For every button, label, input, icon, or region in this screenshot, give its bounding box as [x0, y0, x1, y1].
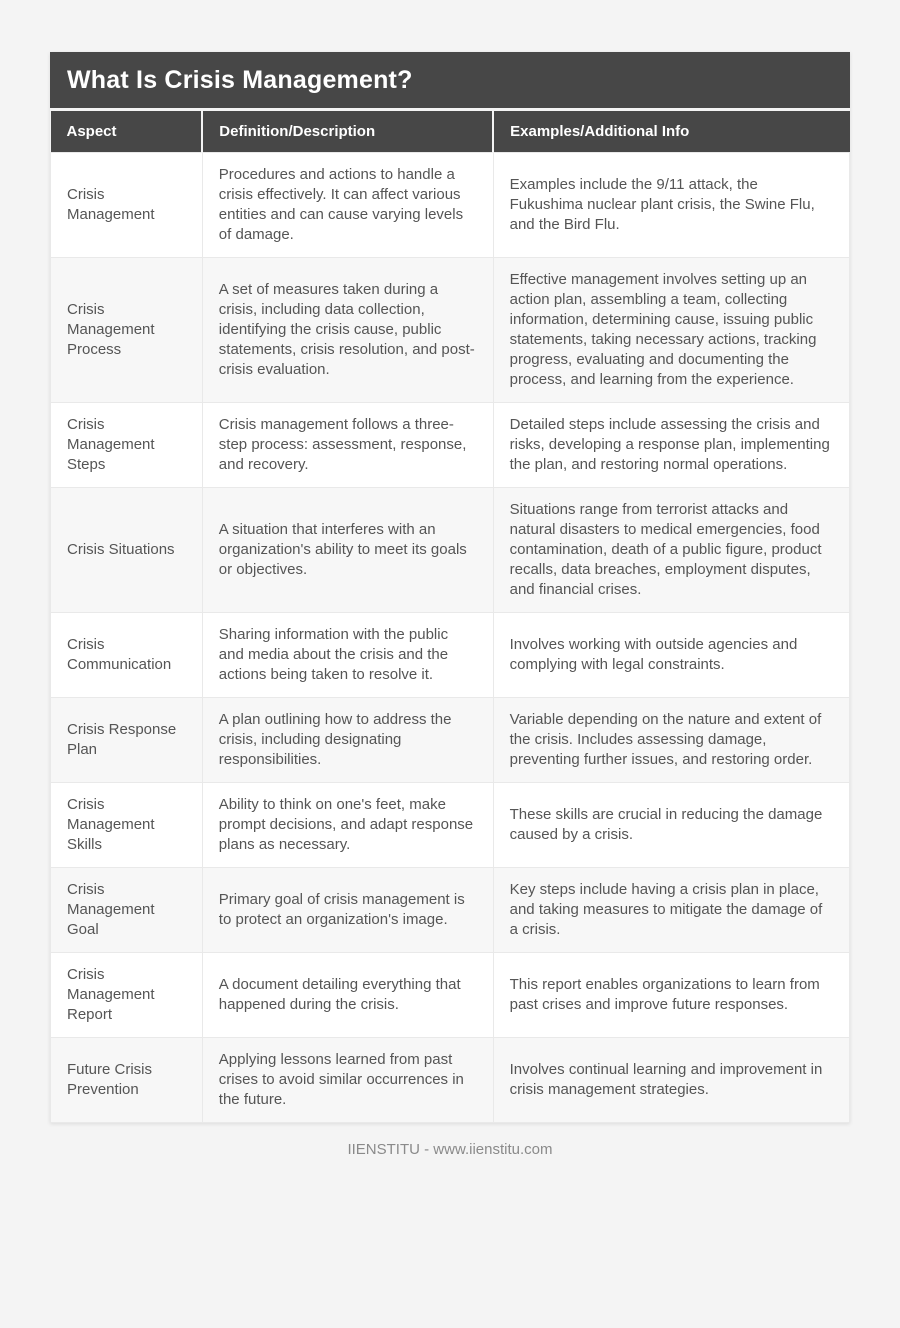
definition-cell: A plan outlining how to address the crisis, including designating responsibilities. — [202, 698, 493, 783]
examples-cell: This report enables organizations to learn from past crises and improve future responses. — [493, 953, 849, 1038]
definition-cell: Procedures and actions to handle a crisis effectively. It can affect various entities and can cause varying levels of damage. — [202, 153, 493, 258]
table-row — [51, 868, 850, 953]
examples-cell: Situations range from terrorist attacks and natural disasters to medical emergencies, food contamination, death of a public figure, product recalls, data breaches, employment disputes, and financial crises. — [493, 488, 849, 613]
crisis-management-table — [50, 111, 850, 1123]
header-row — [51, 111, 850, 153]
definition-cell: A document detailing everything that happened during the crisis. — [202, 953, 493, 1038]
page-title: What Is Crisis Management? — [50, 52, 850, 111]
aspect-cell: Crisis Situations — [51, 488, 203, 613]
footer-credit: IIENSTITU - www.iienstitu.com — [347, 1141, 553, 1158]
examples-cell: Involves working with outside agencies and complying with legal constraints. — [493, 613, 849, 698]
definition-cell: Primary goal of crisis management is to protect an organization's image. — [202, 868, 493, 953]
table-row — [51, 698, 850, 783]
table-body — [51, 153, 850, 1123]
table-row — [51, 783, 850, 868]
aspect-cell: Crisis Management — [51, 153, 203, 258]
crisis-management-table-card — [50, 52, 850, 1123]
definition-cell: Crisis management follows a three-step process: assessment, response, and recovery. — [202, 403, 493, 488]
table-row — [51, 403, 850, 488]
table-row — [51, 153, 850, 258]
column-header-examples: Examples/Additional Info — [493, 111, 849, 153]
aspect-cell: Crisis Management Skills — [51, 783, 203, 868]
column-header-definition: Definition/Description — [202, 111, 493, 153]
aspect-cell: Crisis Management Report — [51, 953, 203, 1038]
definition-cell: Applying lessons learned from past crises to avoid similar occurrences in the future. — [202, 1038, 493, 1123]
definition-cell: A situation that interferes with an organization's ability to meet its goals or objectives. — [202, 488, 493, 613]
table-row — [51, 613, 850, 698]
table-row — [51, 258, 850, 403]
aspect-cell: Crisis Management Process — [51, 258, 203, 403]
definition-cell: Sharing information with the public and media about the crisis and the actions being taken to resolve it. — [202, 613, 493, 698]
examples-cell: Detailed steps include assessing the crisis and risks, developing a response plan, implementing the plan, and restoring normal operations. — [493, 403, 849, 488]
aspect-cell: Crisis Management Goal — [51, 868, 203, 953]
examples-cell: Examples include the 9/11 attack, the Fukushima nuclear plant crisis, the Swine Flu, and the Bird Flu. — [493, 153, 849, 258]
definition-cell: A set of measures taken during a crisis, including data collection, identifying the crisis cause, public statements, crisis resolution, and post-crisis evaluation. — [202, 258, 493, 403]
examples-cell: These skills are crucial in reducing the damage caused by a crisis. — [493, 783, 849, 868]
table-row — [51, 1038, 850, 1123]
aspect-cell: Crisis Communication — [51, 613, 203, 698]
aspect-cell: Future Crisis Prevention — [51, 1038, 203, 1123]
aspect-cell: Crisis Response Plan — [51, 698, 203, 783]
examples-cell: Effective management involves setting up an action plan, assembling a team, collecting information, determining cause, issuing public statements, taking necessary actions, tracking progress, evaluating and documenting the process, and learning from the experience. — [493, 258, 849, 403]
examples-cell: Variable depending on the nature and extent of the crisis. Includes assessing damage, preventing further issues, and restoring order. — [493, 698, 849, 783]
table-header — [51, 111, 850, 153]
aspect-cell: Crisis Management Steps — [51, 403, 203, 488]
column-header-aspect: Aspect — [51, 111, 203, 153]
table-row — [51, 953, 850, 1038]
definition-cell: Ability to think on one's feet, make prompt decisions, and adapt response plans as necessary. — [202, 783, 493, 868]
examples-cell: Involves continual learning and improvement in crisis management strategies. — [493, 1038, 849, 1123]
examples-cell: Key steps include having a crisis plan in place, and taking measures to mitigate the damage of a crisis. — [493, 868, 849, 953]
table-row — [51, 488, 850, 613]
